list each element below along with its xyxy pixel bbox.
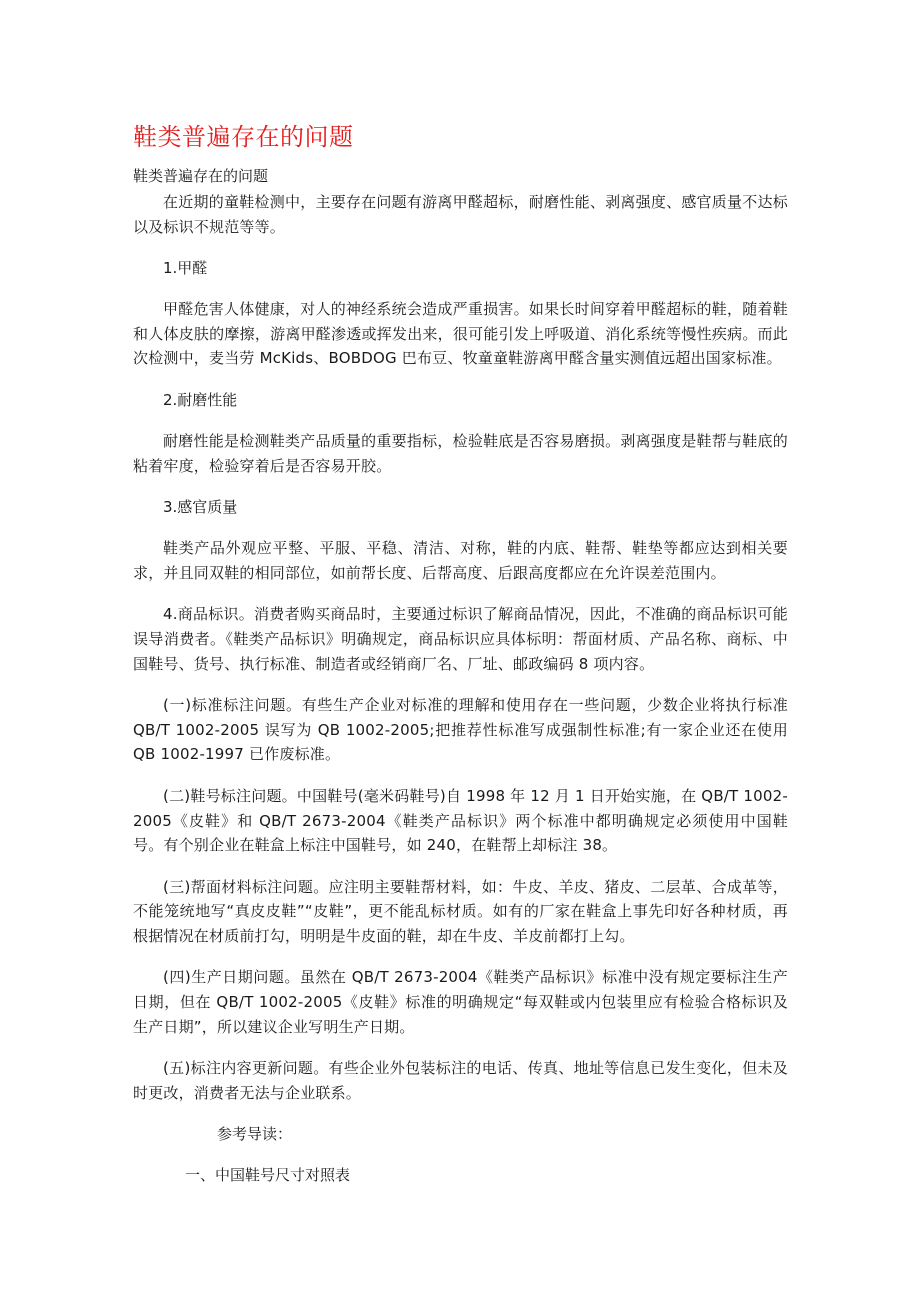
- issue-paragraph: (一)标准标注问题。有些生产企业对标准的理解和使用存在一些问题，少数企业将执行标准 QB/T 1002-2005 误写为 QB 1002-2005;把推荐性标准写成强制性标准;有一家企业还在使用 QB 1002-1997 已作废标准。: [133, 696, 788, 764]
- issue-paragraph: (五)标注内容更新问题。有些企业外包装标注的电话、传真、地址等信息已发生变化，但未及时更改，消费者无法与企业联系。: [133, 1059, 788, 1102]
- section-heading-formaldehyde: 1.甲醛: [163, 259, 208, 278]
- intro-paragraph: 在近期的童鞋检测中，主要存在问题有游离甲醛超标，耐磨性能、剥离强度、感官质量不达标以及标识不规范等等。: [133, 193, 788, 236]
- issue-paragraph: (二)鞋号标注问题。中国鞋号(毫米码鞋号)自 1998 年 12 月 1 日开始实施，在 QB/T 1002-2005《皮鞋》和 QB/T 2673-2004《鞋类产品标识》两个标准中都明确规定必须使用中国鞋号。有个别企业在鞋盒上标注中国鞋号，如 240，在鞋帮上却标注 38。: [133, 786, 788, 855]
- issue-paragraph: (四)生产日期问题。虽然在 QB/T 2673-2004《鞋类产品标识》标准中没有规定要标注生产日期，但在 QB/T 1002-2005《皮鞋》标准的明确规定“每双鞋或内包装里应有检验合格标识及生产日期”，所以建议企业写明生产日期。: [133, 968, 788, 1036]
- document-subtitle: 鞋类普遍存在的问题: [133, 167, 269, 185]
- document-title: 鞋类普遍存在的问题: [133, 123, 354, 151]
- section-body-sensory-quality: 鞋类产品外观应平整、平服、平稳、清洁、对称，鞋的内底、鞋帮、鞋垫等都应达到相关要求，并且同双鞋的相同部位，如前帮长度、后帮高度、后跟高度都应在允许误差范围内。: [133, 539, 788, 582]
- section-body-wear-resistance: 耐磨性能是检测鞋类产品质量的重要指标，检验鞋底是否容易磨损。剥离强度是鞋帮与鞋底的粘着牢度，检验穿着后是否容易开胶。: [133, 431, 788, 475]
- document-page: [133, 118, 788, 1187]
- reference-label: 参考导读：: [217, 1125, 293, 1144]
- issue-paragraph: (三)帮面材料标注问题。应注明主要鞋帮材料，如：牛皮、羊皮、猪皮、二层革、合成革等，不能笼统地写“真皮皮鞋”“皮鞋”，更不能乱标材质。如有的厂家在鞋盒上事先印好各种材质，再根据情况在材质前打勾，明明是牛皮面的鞋，却在牛皮、羊皮前都打上勾。: [133, 877, 788, 945]
- section-heading-wear-resistance: 2.耐磨性能: [163, 390, 238, 409]
- labeling-paragraph: 4.商品标识。消费者购买商品时，主要通过标识了解商品情况，因此，不准确的商品标识可能误导消费者。《鞋类产品标识》明确规定，商品标识应具体标明：帮面材质、产品名称、商标、中国鞋号、货号、执行标准、制造者或经销商厂名、厂址、邮政编码 8 项内容。: [133, 605, 788, 673]
- section-body-formaldehyde: 甲醛危害人体健康，对人的神经系统会造成严重损害。如果长时间穿着甲醛超标的鞋，随着鞋和人体皮肤的摩擦，游离甲醛渗透或挥发出来，很可能引发上呼吸道、消化系统等慢性疾病。而此次检测中，麦当劳 McKids、BOBDOG 巴布豆、牧童童鞋游离甲醛含量实测值远超出国家标准。: [133, 300, 788, 368]
- section-heading-sensory-quality: 3.感官质量: [163, 498, 238, 517]
- reference-item: 一、中国鞋号尺寸对照表: [185, 1166, 351, 1185]
